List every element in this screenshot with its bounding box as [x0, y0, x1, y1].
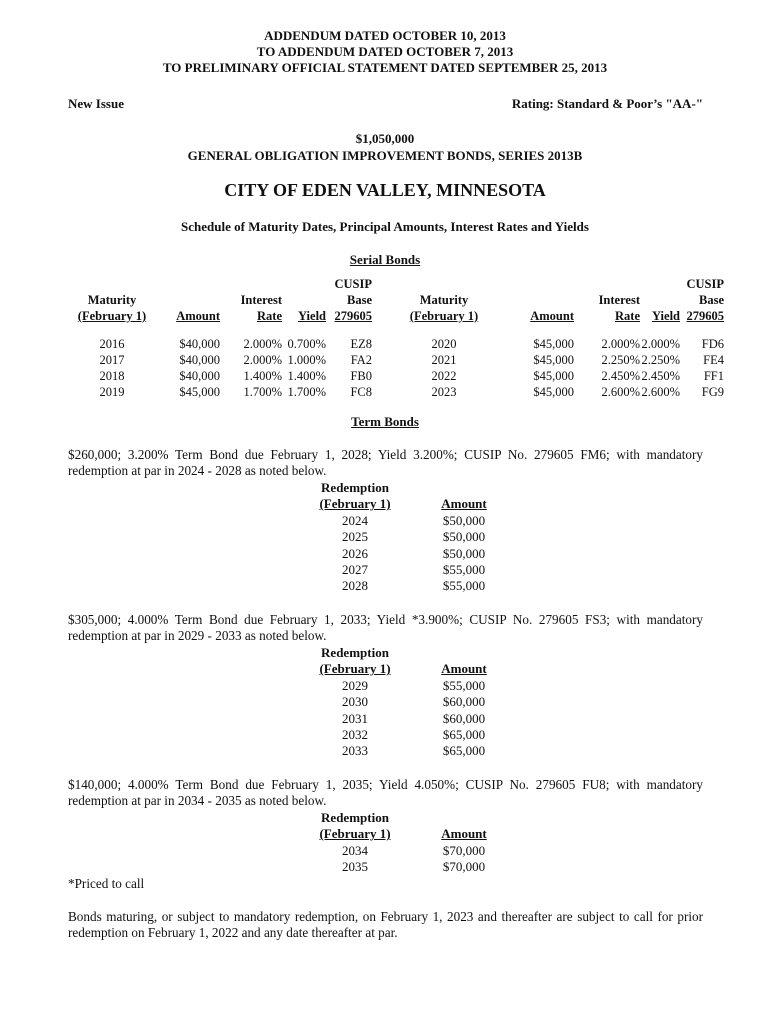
- redemption-amount: $55,000: [442, 561, 486, 577]
- cusip-cell: FA2: [350, 353, 372, 367]
- redemption-amount: $55,000: [442, 677, 486, 693]
- maturity-date-header: (February 1): [77, 309, 147, 323]
- redemption-amount: $50,000: [442, 529, 486, 545]
- redemption-year: 2027: [342, 561, 368, 577]
- maturity-cell: 2023: [431, 385, 457, 399]
- cusip-header-top: CUSIP: [334, 277, 372, 291]
- term-bond-description: $260,000; 3.200% Term Bond due February 1, 2028; Yield 3.200%; CUSIP No. 279605 FM6; with mandatory redemption at par in 2024 - 2028 as noted below.: [68, 447, 703, 478]
- maturity-cell: 2021: [431, 353, 457, 367]
- amount-cell: $45,000: [533, 369, 574, 383]
- serial-bonds-table: [68, 276, 724, 400]
- redemption-row: [300, 562, 540, 578]
- redemption-header-row: [300, 496, 540, 512]
- redemption-amount-header: Amount: [441, 496, 487, 512]
- interest-header: Interest: [240, 293, 282, 307]
- term-bond-description: $140,000; 4.000% Term Bond due February 1, 2035; Yield 4.050%; CUSIP No. 279605 FU8; with mandatory redemption at par in 2034 - 2035 as noted below.: [68, 777, 703, 808]
- amount-header: Amount: [176, 309, 220, 323]
- yield-cell: 2.000%: [641, 337, 680, 351]
- redemption-row: [300, 727, 540, 743]
- offering-amount: $1,050,000: [355, 131, 415, 146]
- cusip-cell: FF1: [703, 369, 724, 383]
- term-bond-description: $305,000; 4.000% Term Bond due February 1, 2033; Yield *3.900%; CUSIP No. 279605 FS3; with mandatory redemption at par in 2029 - 2033 as noted below.: [68, 612, 703, 643]
- redemption-row: [300, 578, 540, 594]
- maturity-cell: 2018: [99, 369, 125, 383]
- redemption-amount: $65,000: [442, 726, 486, 742]
- interest-header: Interest: [598, 293, 640, 307]
- serial-bond-row: [68, 352, 724, 368]
- redemption-year: 2032: [342, 726, 368, 742]
- yield-cell: 1.700%: [287, 385, 326, 399]
- redemption-year: 2035: [342, 859, 368, 875]
- serial-bonds-title: Serial Bonds: [349, 252, 421, 267]
- priced-to-call-footnote: *Priced to call: [68, 876, 145, 891]
- redemption-row: [300, 678, 540, 694]
- serial-bond-row: [68, 368, 724, 384]
- cusip-cell: FE4: [703, 353, 724, 367]
- serial-bond-row: [68, 384, 724, 400]
- cusip-base-header: Base: [699, 293, 724, 307]
- redemption-date-header: (February 1): [319, 826, 391, 842]
- cusip-cell: EZ8: [350, 337, 372, 351]
- amount-cell: $45,000: [533, 337, 574, 351]
- redemption-row: [300, 743, 540, 759]
- cusip-number-header: 279605: [334, 309, 372, 323]
- redemption-schedule: [300, 645, 540, 760]
- redemption-row: [300, 859, 540, 875]
- header-line-1: ADDENDUM DATED OCTOBER 10, 2013: [264, 28, 506, 43]
- maturity-header: Maturity: [419, 293, 469, 307]
- header-line-3: TO PRELIMINARY OFFICIAL STATEMENT DATED SEPTEMBER 25, 2013: [162, 60, 608, 75]
- rate-header: Rate: [257, 309, 282, 323]
- serial-bond-row: [68, 336, 724, 352]
- maturity-cell: 2022: [431, 369, 457, 383]
- maturity-header: Maturity: [87, 293, 137, 307]
- addendum-header: [0, 28, 770, 76]
- yield-cell: 1.400%: [287, 369, 326, 383]
- redemption-row: [300, 843, 540, 859]
- redemption-year: 2026: [342, 545, 368, 561]
- redemption-schedule: [300, 810, 540, 876]
- redemption-row: [300, 513, 540, 529]
- redemption-year: 2025: [342, 529, 368, 545]
- redemption-amount: $55,000: [442, 578, 486, 594]
- redemption-year: 2030: [342, 694, 368, 710]
- redemption-year: 2033: [342, 743, 368, 759]
- rate-cell: 2.250%: [601, 353, 640, 367]
- yield-cell: 0.700%: [287, 337, 326, 351]
- redemption-amount: $60,000: [442, 694, 486, 710]
- amount-cell: $45,000: [533, 353, 574, 367]
- serial-header-row-3: [68, 308, 724, 324]
- bond-name: GENERAL OBLIGATION IMPROVEMENT BONDS, SERIES 2013B: [187, 148, 583, 163]
- maturity-cell: 2016: [99, 337, 125, 351]
- redemption-row: [300, 694, 540, 710]
- redemption-amount: $50,000: [442, 545, 486, 561]
- yield-cell: 2.450%: [641, 369, 680, 383]
- amount-cell: $40,000: [179, 353, 220, 367]
- yield-header: Yield: [651, 309, 680, 323]
- rate-cell: 1.700%: [243, 385, 282, 399]
- rate-cell: 2.450%: [601, 369, 640, 383]
- redemption-row: [300, 546, 540, 562]
- redemption-header: Redemption: [321, 480, 389, 495]
- amount-cell: $45,000: [179, 385, 220, 399]
- yield-header: Yield: [297, 309, 326, 323]
- cusip-number-header: 279605: [686, 309, 724, 323]
- yield-cell: 2.250%: [641, 353, 680, 367]
- serial-header-row-1: [68, 276, 724, 292]
- rate-header: Rate: [615, 309, 640, 323]
- amount-header: Amount: [530, 309, 574, 323]
- redemption-header-row: [300, 810, 540, 826]
- redemption-schedule: [300, 480, 540, 595]
- redemption-date-header: (February 1): [319, 496, 391, 512]
- header-line-2: TO ADDENDUM DATED OCTOBER 7, 2013: [256, 44, 514, 59]
- rate-cell: 2.600%: [601, 385, 640, 399]
- issue-row: [68, 96, 703, 112]
- redemption-year: 2029: [342, 677, 368, 693]
- cusip-base-header: Base: [347, 293, 372, 307]
- serial-header-row-2: [68, 292, 724, 308]
- cusip-cell: FB0: [350, 369, 372, 383]
- redemption-amount: $70,000: [442, 842, 486, 858]
- redemption-amount: $60,000: [442, 710, 486, 726]
- rate-cell: 2.000%: [243, 353, 282, 367]
- redemption-amount-header: Amount: [441, 661, 487, 677]
- redemption-row: [300, 711, 540, 727]
- redemption-amount-header: Amount: [441, 826, 487, 842]
- redemption-header: Redemption: [321, 810, 389, 825]
- redemption-header: Redemption: [321, 645, 389, 660]
- redemption-row: [300, 529, 540, 545]
- amount-cell: $45,000: [533, 385, 574, 399]
- cusip-cell: FD6: [701, 337, 724, 351]
- issuer-name: CITY OF EDEN VALLEY, MINNESOTA: [224, 180, 546, 200]
- redemption-header-row: [300, 661, 540, 677]
- rate-cell: 2.000%: [243, 337, 282, 351]
- schedule-title: Schedule of Maturity Dates, Principal Amounts, Interest Rates and Yields: [181, 219, 589, 234]
- rate-cell: 2.000%: [601, 337, 640, 351]
- yield-cell: 2.600%: [641, 385, 680, 399]
- amount-cell: $40,000: [179, 369, 220, 383]
- redemption-year: 2034: [342, 842, 368, 858]
- redemption-header-row: [300, 826, 540, 842]
- redemption-year: 2024: [342, 512, 368, 528]
- redemption-amount: $65,000: [442, 743, 486, 759]
- redemption-date-header: (February 1): [319, 661, 391, 677]
- maturity-date-header: (February 1): [409, 309, 479, 323]
- redemption-amount: $50,000: [442, 512, 486, 528]
- yield-cell: 1.000%: [287, 353, 326, 367]
- new-issue-label: New Issue: [68, 96, 124, 111]
- maturity-cell: 2020: [431, 337, 457, 351]
- maturity-cell: 2017: [99, 353, 125, 367]
- redemption-header-row: [300, 480, 540, 496]
- cusip-header-top: CUSIP: [686, 277, 724, 291]
- amount-cell: $40,000: [179, 337, 220, 351]
- rate-cell: 1.400%: [243, 369, 282, 383]
- redemption-year: 2028: [342, 578, 368, 594]
- maturity-cell: 2019: [99, 385, 125, 399]
- term-bonds-title: Term Bonds: [351, 414, 419, 429]
- cusip-cell: FG9: [701, 385, 724, 399]
- redemption-amount: $70,000: [442, 859, 486, 875]
- rating-label: Rating: Standard & Poor’s "AA-": [511, 96, 703, 111]
- call-provision-text: Bonds maturing, or subject to mandatory redemption, on February 1, 2023 and thereafter are subject to call for prior redemption on February 1, 2022 and any date thereafter at par.: [68, 909, 703, 940]
- offering-title: [0, 130, 770, 164]
- cusip-cell: FC8: [350, 385, 372, 399]
- redemption-header-row: [300, 645, 540, 661]
- redemption-year: 2031: [342, 710, 368, 726]
